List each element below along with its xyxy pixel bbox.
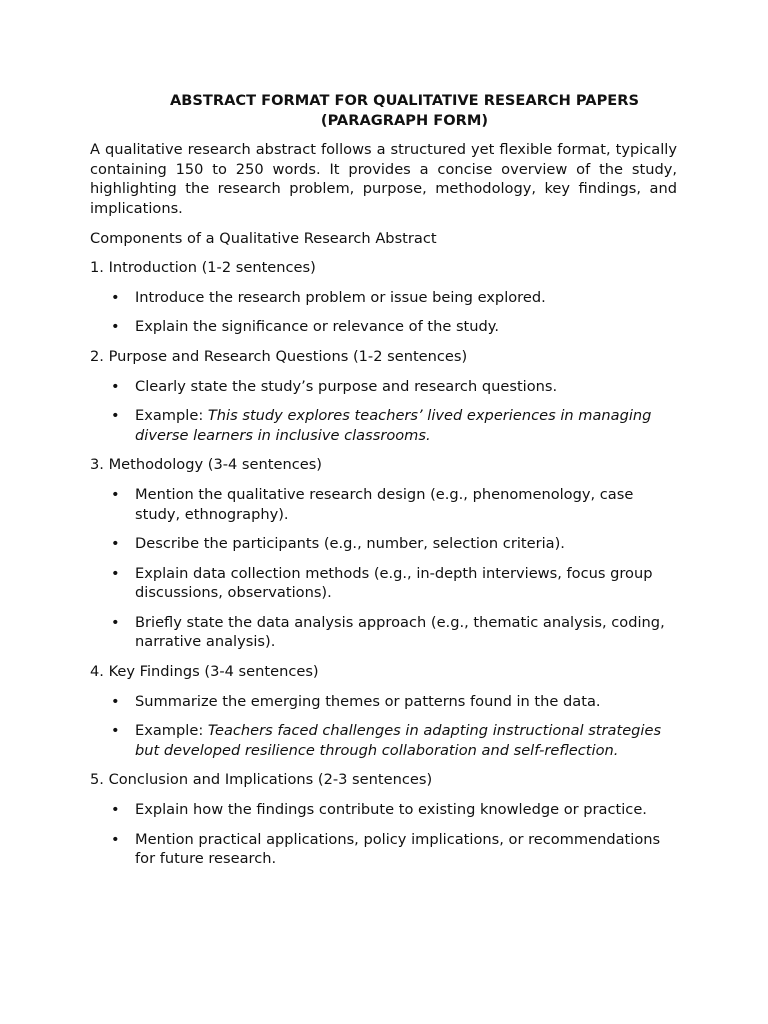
bullet-icon: •	[111, 613, 120, 631]
bullet-icon: •	[111, 407, 120, 425]
bullet-item	[90, 317, 677, 337]
section-heading: 4. Key Findings (3-4 sentences)	[90, 663, 319, 681]
bullet-icon: •	[111, 801, 120, 819]
bullet-text: Explain how the findings contribute to existing knowledge or practice.	[135, 801, 647, 819]
bullet-item	[90, 692, 677, 712]
bullet-item	[90, 534, 677, 554]
bullet-text: Introduce the research problem or issue being explored.	[135, 288, 546, 306]
bullet-icon: •	[111, 485, 120, 503]
bullet-item	[90, 406, 677, 445]
example-text: Teachers faced challenges in adapting instructional strategies but developed resilience through collaboration and self-reflection.	[135, 722, 662, 759]
bullet-item	[90, 721, 677, 760]
title-line-1: ABSTRACT FORMAT FOR QUALITATIVE RESEARCH PAPERS	[169, 92, 639, 109]
bullet-icon: •	[111, 830, 120, 848]
section-heading: 1. Introduction (1-2 sentences)	[90, 259, 316, 277]
bullet-icon: •	[111, 564, 120, 582]
bullet-list	[90, 288, 677, 337]
bullet-icon: •	[111, 318, 120, 336]
bullet-list	[90, 692, 677, 761]
section-heading: 2. Purpose and Research Questions (1-2 sentences)	[90, 347, 468, 365]
bullet-prefix: Example:	[135, 407, 208, 425]
intro-paragraph: A qualitative research abstract follows a structured yet flexible format, typically containing 150 to 250 words. It provides a concise overview of the study, highlighting the research problem, purpose, methodology, key findings, and implications.	[90, 141, 677, 217]
bullet-text: Clearly state the study’s purpose and research questions.	[135, 377, 558, 395]
document-page	[90, 91, 677, 879]
bullet-text: Summarize the emerging themes or patterns found in the data.	[135, 692, 601, 710]
bullet-text: Briefly state the data analysis approach (e.g., thematic analysis, coding, narrative analysis).	[135, 613, 665, 651]
bullet-icon: •	[111, 288, 120, 306]
section-heading: 5. Conclusion and Implications (2-3 sentences)	[90, 771, 433, 789]
bullet-text: Explain data collection methods (e.g., in-depth interviews, focus group discussions, observations).	[135, 564, 653, 602]
bullet-list	[90, 800, 677, 869]
title-line-2: (PARAGRAPH FORM)	[320, 111, 489, 129]
bullet-item	[90, 485, 677, 524]
bullet-text: Mention the qualitative research design (e.g., phenomenology, case study, ethnography).	[135, 485, 634, 523]
bullet-icon: •	[111, 692, 120, 710]
bullet-text: Describe the participants (e.g., number, selection criteria).	[135, 535, 565, 553]
bullet-list	[90, 485, 677, 652]
bullet-list	[90, 377, 677, 446]
sections-container	[90, 258, 677, 869]
bullet-item	[90, 288, 677, 308]
bullet-item	[90, 830, 677, 869]
bullet-item	[90, 800, 677, 820]
bullet-icon: •	[111, 722, 120, 740]
bullet-prefix: Example:	[135, 722, 208, 740]
bullet-text: Mention practical applications, policy implications, or recommendations for future research.	[135, 830, 661, 868]
bullet-item	[90, 377, 677, 397]
example-text: This study explores teachers’ lived experiences in managing diverse learners in inclusive classrooms.	[135, 407, 652, 444]
bullet-item	[90, 613, 677, 652]
components-heading: Components of a Qualitative Research Abstract	[90, 229, 437, 247]
section-heading: 3. Methodology (3-4 sentences)	[90, 456, 322, 474]
bullet-text: Explain the significance or relevance of the study.	[135, 318, 499, 336]
bullet-icon: •	[111, 535, 120, 553]
document-title	[90, 91, 677, 130]
bullet-icon: •	[111, 377, 120, 395]
bullet-item	[90, 564, 677, 603]
